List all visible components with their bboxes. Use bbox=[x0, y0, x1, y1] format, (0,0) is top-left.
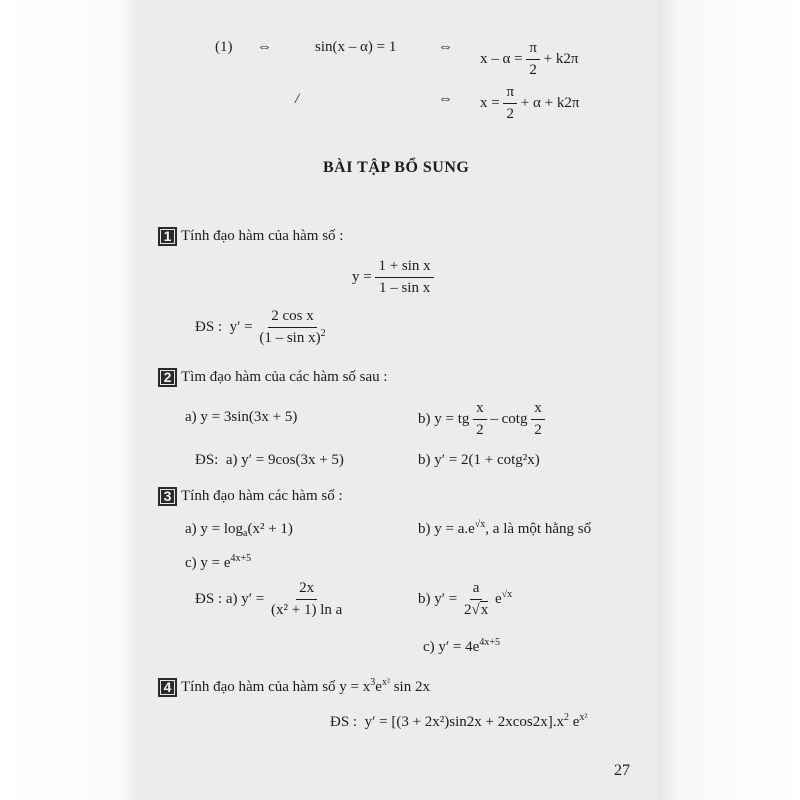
equation-rhs: x – α = $\frac{\pi}{2}$ + k2π bbox=[480, 40, 579, 79]
exercise-number-badge: 2 bbox=[158, 368, 177, 387]
equation-lhs: sin(x – α) = 1 bbox=[315, 39, 397, 55]
exercise-2-part-a: a) y = 3sin(3x + 5) bbox=[185, 409, 298, 425]
exercise-3-part-a: a) $y = \log_a(x^2 + 1)$ bbox=[185, 521, 293, 539]
equation-rhs: x = $\frac{\pi}{2}$ + α + k2π bbox=[480, 84, 580, 123]
fraction: $\frac{\text{1 + sin x}}{\text{1 – sin x}}$ bbox=[375, 258, 433, 298]
iff-arrow: ⇔ bbox=[257, 39, 272, 55]
exercise-3-prompt: 3 Tính đạo hàm các hàm số : bbox=[158, 487, 343, 506]
fraction: $\frac{\text{2 cos x}}{(1 - \sin x)^2}$ bbox=[259, 308, 326, 347]
exercise-3-part-b: b) $y = a.e^{√x}$, a là một hằng số bbox=[418, 519, 592, 537]
exercise-3-answer-a: ĐS : a) y′ = $\frac{2x}{\text{(x² + 1) ln a}}$ bbox=[195, 580, 345, 620]
page-number: 27 bbox=[614, 762, 630, 779]
exercise-4-prompt: 4 Tính đạo hàm của hàm số $y = x^3e^{x^2}$ sin 2x bbox=[158, 678, 430, 697]
exercise-number-badge: 1 bbox=[158, 227, 177, 246]
fraction: $\frac{x}{2}$ bbox=[473, 400, 487, 440]
equation-label: (1) bbox=[215, 39, 233, 55]
exercise-3-answer-c: c) $y' = 4e^{4x+5}$ bbox=[423, 637, 500, 655]
exercise-2-part-b: b) y = tg $\frac{x}{2}$ – cotg $\frac{x}{2}$ bbox=[418, 400, 545, 440]
exercise-number-badge: 3 bbox=[158, 487, 177, 506]
exercise-3-part-c: c) $y = e^{4x+5}$ bbox=[185, 553, 252, 571]
fraction: $\frac{\pi}{2}$ bbox=[503, 84, 517, 124]
book-page bbox=[140, 0, 657, 800]
stray-mark: / bbox=[295, 91, 300, 107]
iff-arrow: ⇔ bbox=[438, 39, 453, 55]
iff-arrow: ⇔ bbox=[438, 91, 453, 107]
section-title: BÀI TẬP BỔ SUNG bbox=[323, 159, 470, 176]
exercise-3-answer-b: b) y′ = $\frac{a}{2√x}$ $e^{√x}$ bbox=[418, 580, 513, 619]
fraction: $\frac{x}{2}$ bbox=[531, 400, 545, 440]
fraction: $\frac{a}{2√x}$ bbox=[464, 580, 489, 619]
left-margin bbox=[0, 0, 140, 800]
exercise-1-answer: ĐS : y′ = $\frac{\text{2 cos x}}{(1 - \sin x)^2}$ bbox=[195, 308, 329, 348]
exercise-1-prompt: 1 Tính đạo hàm của hàm số : bbox=[158, 227, 343, 246]
fraction: $\frac{\pi}{2}$ bbox=[526, 40, 540, 80]
exercise-number-badge: 4 bbox=[158, 678, 177, 697]
exercise-2-answer-b: b) y′ = 2(1 + cotg²x) bbox=[418, 452, 540, 468]
fraction: $\frac{2x}{\text{(x² + 1) ln a}}$ bbox=[271, 580, 343, 619]
exercise-2-answer-a: ĐS: a) y′ = 9cos(3x + 5) bbox=[195, 452, 344, 468]
exercise-4-answer: ĐS : $y' = [(3 + 2x^2)\sin 2x + 2xcos2x].x^2$ $e^{x^2}$ bbox=[330, 712, 588, 730]
right-margin bbox=[657, 0, 800, 800]
exercise-2-prompt: 2 Tìm đạo hàm của các hàm số sau : bbox=[158, 368, 388, 387]
exercise-1-function: y = $\frac{\text{1 + sin x}}{\text{1 – sin x}}$ bbox=[352, 258, 434, 298]
